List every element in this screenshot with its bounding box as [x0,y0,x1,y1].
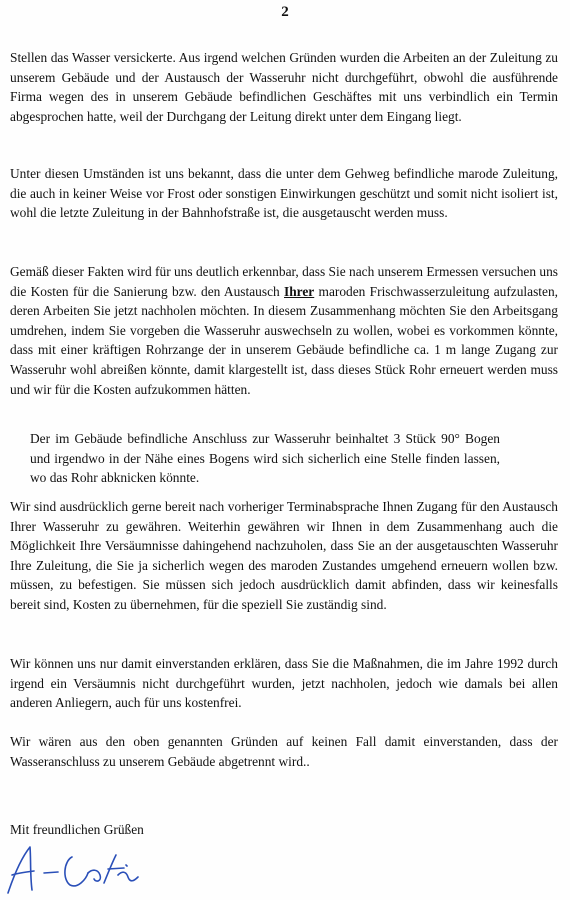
page-number: 2 [281,4,289,20]
signature-icon [0,835,180,900]
paragraph-5: Wir sind ausdrücklich gerne bereit nach vorheriger Terminabsprache Ihnen Zugang für den Austausch Ihrer Wasseruhr zu gewähren. Weiterhin gewähren wir Ihnen in dem Zusammenhang auch die Möglichkeit Ihre Versäumnisse dahingehend nachzuholen, dass Sie an der ausgetauschten Wasseruhr Ihre Zuleitung, die Sie ja sicherlich wegen des maroden Zustandes umgehend erneuern wollen bzw. müssen, zu befestigen. Sie müssen sich jedoch ausdrücklich damit abfinden, dass wir keinesfalls bereit sind, Kosten zu übernehmen, für die speziell Sie zuständig sind. [10,499,558,612]
paragraph-3-end: maroden Frischwasserzuleitung aufzulasten, deren Arbeiten Sie jetzt nachholen möchten. In diesem Zusammenhang möchten Sie den Arbeitsgang umdrehen, indem Sie vorgeben die Wasseruhr auswechseln zu wollen, wobei es vorkommen könnte, dass mit einer kräftigen Rohrzange der in unserem Gebäude befindliche ca. 1 m lange Zugang zur Wasseruhr wohl abreißen könnte, damit klargestellt ist, dass dieses Stück Rohr erneuert werden muss und wir für die Kosten aufzukommen hätten. [10,283,559,397]
paragraph-6: Wir können uns nur damit einverstanden erklären, dass Sie die Maßnahmen, die im Jahre 1992 durch irgend ein Versäumnis nicht durchgeführt wurden, jetzt nachholen, jedoch wie damals bei allen anderen Anliegern, auch für uns kostenfrei. [10,656,558,711]
paragraph-1: Stellen das Wasser versickerte. Aus irgend welchen Gründen wurden die Arbeiten an der Zuleitung zu unserem Gebäude und der Austausch der Wasseruhr nicht durchgeführt, obwohl die ausführende Firma wegen des in unserem Gebäude befindlichen Geschäftes mit uns verbindlich ein Termin abgesprochen hatte, weil der Durchgang der Leitung direkt unter dem Eingang liegt. [10,50,558,124]
closing-salutation: Mit freundlichen Grüßen [10,822,144,837]
paragraph-3-start: Gemäß dieser Fakten wird für uns deutlich erkennbar, dass Sie nach unserem Ermessen versuchen uns die Kosten für die Sanierung bzw. den Austausch [10,264,558,299]
paragraph-2: Unter diesen Umständen ist uns bekannt, dass die unter dem Gehweg befindliche marode Zuleitung, die auch in keiner Weise vor Frost oder sonstigen Einwirkungen geschützt und somit nicht isoliert ist, wohl die letzte Zuleitung in der Bahnhofstraße ist, die ausgetauscht werden muss. [10,166,558,221]
paragraph-7: Wir wären aus den oben genannten Gründen auf keinen Fall damit einverstanden, dass der Wasseranschluss zu unserem Gebäude abgetrennt wird.. [10,734,558,769]
paragraph-3 [10,262,558,399]
emphasized-word: Ihrer [284,283,315,299]
indented-paragraph: Der im Gebäude befindliche Anschluss zur Wasseruhr beinhaltet 3 Stück 90° Bogen und irgendwo in der Nähe eines Bogens wird sich sicherlich eine Stelle finden lassen, wo das Rohr abknicken könnte. [30,431,500,486]
